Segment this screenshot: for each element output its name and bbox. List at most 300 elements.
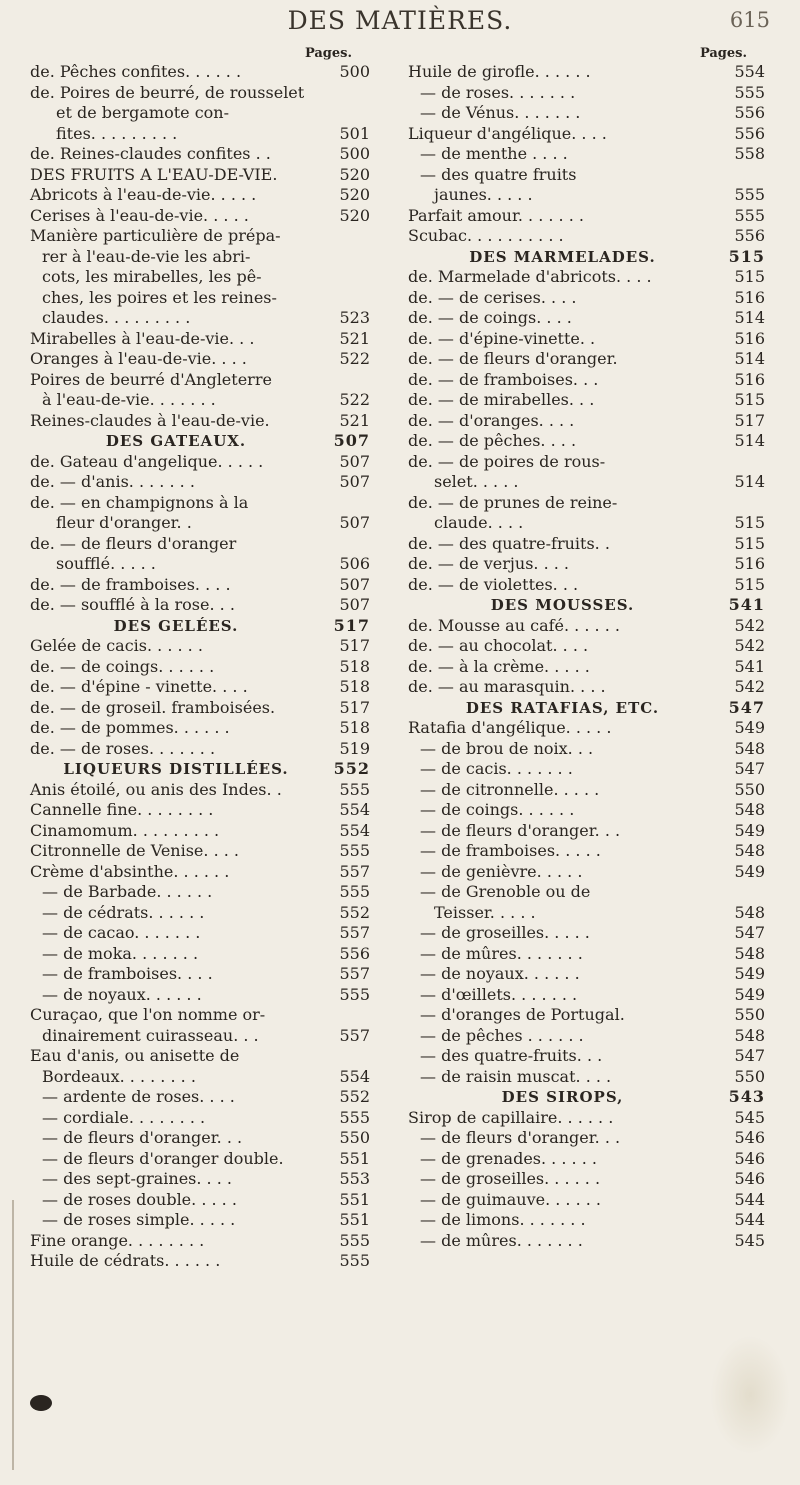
index-entry	[408, 657, 765, 678]
entry-text: Huile de girofle. . . . . .	[408, 62, 591, 81]
entry-text: — de roses simple. . . . .	[42, 1210, 236, 1229]
entry-text: Cinamomum. . . . . . . . .	[30, 820, 220, 840]
entry-text: — de cacao. . . . . . .	[42, 923, 201, 942]
index-entry	[30, 1210, 370, 1231]
entry-text: — de fleurs d'oranger. . .	[420, 820, 621, 840]
entry-page-number: 554	[734, 62, 765, 81]
index-entry	[30, 1026, 370, 1047]
index-entry	[30, 1108, 370, 1129]
index-entry	[30, 944, 370, 965]
index-entry	[408, 882, 765, 903]
entry-text: claudes. . . . . . . . .	[42, 308, 191, 327]
index-entry	[30, 185, 370, 206]
index-entry	[408, 83, 765, 104]
entry-page-number: 546	[734, 1169, 765, 1188]
entry-page-number: 507	[339, 513, 370, 532]
entry-page-number: 542	[734, 615, 765, 635]
index-entry	[30, 1190, 370, 1211]
entry-page-number: 520	[339, 185, 370, 204]
index-entry	[30, 370, 370, 391]
entry-text: — de citronnelle. . . . .	[420, 779, 600, 799]
entry-text: de. Pêches confites. . . . . .	[30, 62, 242, 81]
entry-text: de. — de framboises. . .	[408, 369, 599, 389]
entry-page-number: 520	[339, 205, 370, 225]
entry-text: — de framboises. . . .	[42, 964, 213, 983]
entry-page-number: 548	[734, 943, 765, 963]
entry-page-number: 516	[734, 328, 765, 348]
entry-text: — cordiale. . . . . . . .	[42, 1107, 206, 1127]
entry-text: Huile de cédrats. . . . . .	[30, 1251, 221, 1270]
running-title: DES MATIÈRES.	[287, 6, 513, 35]
index-entry	[408, 431, 765, 452]
entry-text: de. — de violettes. . .	[408, 574, 579, 594]
index-entry	[30, 103, 370, 124]
entry-text: de. — de pommes. . . . . .	[30, 718, 230, 737]
index-entry	[30, 862, 370, 883]
entry-page-number: 549	[734, 984, 765, 1004]
entry-text: — de groseilles. . . . .	[420, 923, 590, 942]
entry-page-number: 514	[734, 308, 765, 327]
entry-page-number: 556	[734, 226, 765, 245]
index-entry	[30, 390, 370, 411]
entry-text: DES SIROPS,	[501, 1088, 624, 1106]
index-entry	[30, 1251, 370, 1272]
entry-page-number: 555	[339, 984, 370, 1004]
entry-page-number: 517	[339, 697, 370, 717]
entry-text: jaunes. . . . .	[434, 185, 533, 204]
entry-text: — de coings. . . . . .	[420, 800, 575, 819]
index-entry	[30, 841, 370, 862]
entry-text: — de guimauve. . . . . .	[420, 1189, 602, 1209]
section-heading	[30, 759, 370, 780]
entry-text: — de menthe . . . .	[420, 144, 568, 163]
index-entry	[408, 1210, 765, 1231]
entry-text: — d'oranges de Portugal.	[420, 1005, 625, 1024]
entry-text: de. — soufflé à la rose. . .	[30, 595, 235, 614]
entry-page-number: 557	[339, 861, 370, 881]
entry-page-number: 514	[734, 349, 765, 368]
entry-text: DES MARMELADES.	[469, 247, 656, 266]
entry-text: Mirabelles à l'eau-de-vie. . .	[30, 328, 255, 348]
entry-text: de. Marmelade d'abricots. . . .	[408, 267, 652, 286]
left-column	[30, 46, 370, 1272]
entry-text: — de noyaux. . . . . .	[42, 984, 202, 1004]
entry-page-number: 516	[734, 554, 765, 573]
index-entry	[30, 329, 370, 350]
index-entry	[30, 985, 370, 1006]
index-entry	[408, 759, 765, 780]
entry-text: soufflé. . . . .	[56, 554, 156, 573]
entry-page-number: 549	[734, 964, 765, 983]
entry-text: — de cacis. . . . . . .	[420, 759, 573, 778]
index-entry	[30, 575, 370, 596]
entry-page-number: 507	[339, 595, 370, 614]
entry-page-number: 555	[734, 82, 765, 102]
entry-page-number: 557	[339, 923, 370, 942]
entry-page-number: 515	[734, 267, 765, 286]
entry-text: Oranges à l'eau-de-vie. . . .	[30, 349, 247, 368]
entry-page-number: 552	[333, 759, 370, 778]
entry-page-number: 549	[734, 718, 765, 737]
entry-text: — de Barbade. . . . . .	[42, 882, 213, 901]
entry-text: de. — de poires de rous-	[408, 451, 606, 471]
index-entry	[408, 62, 765, 83]
entry-page-number: 518	[339, 656, 370, 676]
entry-page-number: 507	[339, 451, 370, 471]
entry-page-number: 547	[734, 1046, 765, 1065]
index-entry	[408, 452, 765, 473]
index-entry	[30, 472, 370, 493]
index-entry	[30, 1005, 370, 1026]
entry-text: de. — d'épine-vinette. .	[408, 328, 596, 348]
entry-page-number: 519	[339, 738, 370, 758]
entry-text: de. — au chocolat. . . .	[408, 636, 589, 655]
entry-page-number: 552	[339, 1087, 370, 1106]
entry-page-number: 554	[339, 1066, 370, 1086]
index-entry	[408, 267, 765, 288]
index-entry	[30, 513, 370, 534]
entry-text: DES MOUSSES.	[490, 596, 635, 614]
entry-page-number: 555	[339, 882, 370, 901]
index-entry	[408, 821, 765, 842]
entry-page-number: 555	[734, 185, 765, 204]
entry-page-number: 555	[339, 1230, 370, 1250]
index-entry	[30, 1046, 370, 1067]
entry-text: de. — de coings. . . .	[408, 308, 572, 327]
entry-text: — de framboises. . . . .	[420, 841, 601, 860]
entry-page-number: 521	[339, 328, 370, 348]
page-edge-shadow	[12, 1200, 14, 1470]
entry-text: — de moka. . . . . . .	[42, 943, 199, 963]
index-entry	[408, 1149, 765, 1170]
entry-page-number: 507	[339, 472, 370, 491]
entry-page-number: 518	[339, 677, 370, 696]
index-entry	[408, 923, 765, 944]
entry-text: Crème d'absinthe. . . . . .	[30, 861, 230, 881]
entry-text: — de mûres. . . . . . .	[420, 1230, 583, 1250]
index-entry	[30, 1128, 370, 1149]
entry-text: Abricots à l'eau-de-vie. . . . .	[30, 185, 257, 204]
entry-page-number: 548	[734, 902, 765, 922]
entry-page-number: 553	[339, 1169, 370, 1188]
index-entry	[408, 616, 765, 637]
index-entry	[408, 226, 765, 247]
entry-page-number: 517	[333, 615, 370, 635]
entry-text: — de fleurs d'oranger. . .	[420, 1128, 621, 1147]
entry-text: de. — de prunes de reine-	[408, 492, 618, 512]
index-entry	[30, 1169, 370, 1190]
entry-text: — ardente de roses. . . .	[42, 1087, 235, 1106]
entry-page-number: 557	[339, 964, 370, 983]
index-entry	[30, 62, 370, 83]
left-entry-list	[30, 62, 370, 1272]
index-entry	[408, 1005, 765, 1026]
entry-page-number: 545	[734, 1230, 765, 1250]
entry-text: — de fleurs d'oranger double.	[42, 1148, 284, 1168]
entry-text: — de cédrats. . . . . .	[42, 902, 205, 922]
entry-page-number: 542	[734, 677, 765, 696]
entry-page-number: 515	[734, 513, 765, 532]
entry-text: — des sept-graines. . . .	[42, 1169, 232, 1188]
entry-text: — de groseilles. . . . . .	[420, 1169, 601, 1188]
entry-text: fleur d'oranger. .	[56, 513, 192, 532]
entry-page-number: 548	[734, 841, 765, 860]
entry-text: Eau d'anis, ou anisette de	[30, 1046, 240, 1065]
section-heading	[408, 1087, 765, 1108]
entry-page-number: 545	[734, 1107, 765, 1127]
entry-page-number: 546	[734, 1128, 765, 1147]
index-entry	[30, 595, 370, 616]
entry-page-number: 552	[339, 902, 370, 922]
index-entry	[30, 636, 370, 657]
entry-text: Parfait amour. . . . . . .	[408, 205, 584, 225]
entry-text: de. Reines-claudes confites . .	[30, 144, 271, 163]
entry-text: de. — de framboises. . . .	[30, 574, 231, 594]
index-entry	[408, 636, 765, 657]
index-entry	[408, 718, 765, 739]
entry-page-number: 521	[339, 410, 370, 430]
section-heading	[30, 431, 370, 452]
entry-text: de. — de fleurs d'oranger	[30, 533, 237, 553]
index-entry	[408, 124, 765, 145]
right-entry-list	[408, 62, 765, 1251]
entry-text: Cerises à l'eau-de-vie. . . . .	[30, 205, 249, 225]
entry-page-number: 515	[734, 574, 765, 594]
entry-text: de. — au marasquin. . . .	[408, 677, 606, 696]
index-entry	[408, 1067, 765, 1088]
entry-page-number: 556	[734, 103, 765, 122]
entry-text: DES FRUITS A L'EAU-DE-VIE.	[30, 164, 278, 184]
entry-page-number: 547	[728, 697, 765, 717]
entry-page-number: 522	[339, 390, 370, 409]
index-entry	[408, 411, 765, 432]
index-entry	[30, 452, 370, 473]
section-heading	[408, 698, 765, 719]
index-entry	[30, 1149, 370, 1170]
index-entry	[30, 308, 370, 329]
entry-page-number: 543	[728, 1087, 765, 1106]
entry-text: — de pêches . . . . . .	[420, 1025, 584, 1045]
index-entry	[408, 185, 765, 206]
index-entry	[30, 718, 370, 739]
ink-blot	[30, 1395, 52, 1411]
entry-page-number: 506	[339, 554, 370, 573]
index-entry	[30, 780, 370, 801]
entry-page-number: 555	[339, 1251, 370, 1270]
entry-text: de. — de coings. . . . . .	[30, 656, 215, 676]
entry-page-number: 548	[734, 738, 765, 758]
index-entry	[408, 554, 765, 575]
entry-text: — de Vénus. . . . . . .	[420, 103, 581, 122]
entry-text: de. — d'anis. . . . . . .	[30, 472, 195, 491]
entry-page-number: 557	[339, 1025, 370, 1045]
entry-text: de. Poires de beurré, de rousselet	[30, 82, 305, 102]
index-entry	[408, 206, 765, 227]
index-entry	[408, 1108, 765, 1129]
entry-page-number: 520	[339, 164, 370, 184]
index-entry	[408, 903, 765, 924]
entry-page-number: 555	[339, 1107, 370, 1127]
index-entry	[30, 288, 370, 309]
entry-page-number: 548	[734, 1025, 765, 1045]
entry-text: Manière particulière de prépa-	[30, 226, 281, 245]
index-entry	[408, 472, 765, 493]
index-entry	[30, 698, 370, 719]
entry-text: Reines-claudes à l'eau-de-vie.	[30, 410, 270, 430]
index-entry	[30, 247, 370, 268]
index-entry	[408, 1190, 765, 1211]
section-heading	[30, 616, 370, 637]
entry-page-number: 541	[728, 595, 765, 614]
entry-page-number: 544	[734, 1210, 765, 1229]
entry-page-number: 546	[734, 1148, 765, 1168]
index-entry	[408, 144, 765, 165]
paper-stain	[710, 1335, 790, 1455]
entry-page-number: 516	[734, 287, 765, 307]
entry-text: DES GATEAUX.	[105, 432, 247, 450]
index-entry	[30, 657, 370, 678]
index-entry	[408, 165, 765, 186]
index-entry	[30, 923, 370, 944]
entry-text: — de roses. . . . . . .	[420, 82, 576, 102]
entry-text: de. — de roses. . . . . . .	[30, 738, 216, 758]
entry-text: claude. . . .	[434, 513, 524, 532]
section-heading	[30, 165, 370, 186]
index-entry	[408, 103, 765, 124]
entry-page-number: 514	[734, 472, 765, 491]
entry-text: de. Gateau d'angelique. . . . .	[30, 451, 264, 471]
index-entry	[408, 308, 765, 329]
entry-page-number: 550	[734, 779, 765, 799]
entry-page-number: 547	[734, 759, 765, 778]
index-entry	[30, 493, 370, 514]
entry-page-number: 555	[339, 779, 370, 799]
entry-text: fites. . . . . . . . .	[56, 123, 178, 143]
entry-page-number: 542	[734, 636, 765, 655]
entry-text: Bordeaux. . . . . . . .	[42, 1066, 196, 1086]
index-entry	[30, 226, 370, 247]
entry-text: — de noyaux. . . . . .	[420, 964, 580, 983]
index-entry	[408, 575, 765, 596]
entry-page-number: 550	[339, 1128, 370, 1147]
entry-text: — de grenades. . . . . .	[420, 1148, 597, 1168]
entry-page-number: 554	[339, 820, 370, 840]
index-entry	[30, 267, 370, 288]
entry-page-number: 551	[339, 1148, 370, 1168]
entry-page-number: 522	[339, 349, 370, 368]
entry-text: de. — d'épine - vinette. . . .	[30, 677, 248, 696]
index-entry	[30, 554, 370, 575]
entry-text: de. — de verjus. . . .	[408, 554, 569, 573]
entry-page-number: 517	[339, 636, 370, 655]
entry-text: — de Grenoble ou de	[420, 882, 591, 901]
entry-text: — de raisin muscat. . . .	[420, 1066, 612, 1086]
entry-page-number: 507	[339, 574, 370, 594]
entry-text: de. — en champignons à la	[30, 492, 249, 512]
entry-text: — de mûres. . . . . . .	[420, 943, 583, 963]
section-heading	[408, 247, 765, 268]
section-heading	[408, 595, 765, 616]
entry-text: rer à l'eau-de-vie les abri-	[42, 246, 251, 266]
entry-text: de. — de groseil. framboisées.	[30, 697, 276, 717]
entry-text: Poires de beurré d'Angleterre	[30, 369, 272, 389]
entry-text: DES GELÉES.	[113, 616, 239, 635]
index-entry	[30, 411, 370, 432]
entry-text: — de limons. . . . . . .	[420, 1210, 586, 1229]
entry-text: Curaçao, que l'on nomme or-	[30, 1005, 266, 1024]
entry-page-number: 551	[339, 1210, 370, 1229]
entry-text: de. — d'oranges. . . .	[408, 410, 575, 430]
entry-text: — des quatre-fruits. . .	[420, 1046, 603, 1065]
index-entry	[30, 534, 370, 555]
entry-page-number: 541	[734, 656, 765, 676]
entry-page-number: 550	[734, 1005, 765, 1024]
entry-text: — de fleurs d'oranger. . .	[42, 1128, 243, 1147]
entry-page-number: 556	[339, 943, 370, 963]
index-entry	[408, 329, 765, 350]
index-entry	[408, 1026, 765, 1047]
entry-text: à l'eau-de-vie. . . . . . .	[42, 390, 216, 409]
right-column	[408, 46, 765, 1251]
entry-page-number: 501	[339, 123, 370, 143]
index-entry	[30, 349, 370, 370]
entry-text: selet. . . . .	[434, 472, 519, 491]
entry-page-number: 517	[734, 410, 765, 430]
entry-text: DES RATAFIAS, ETC.	[465, 698, 660, 717]
index-entry	[30, 124, 370, 145]
entry-page-number: 516	[734, 369, 765, 389]
entry-text: de. Mousse au café. . . . . .	[408, 615, 620, 635]
index-entry	[30, 677, 370, 698]
index-entry	[30, 800, 370, 821]
entry-page-number: 507	[333, 431, 370, 450]
index-entry	[408, 1046, 765, 1067]
index-entry	[408, 944, 765, 965]
index-entry	[30, 1067, 370, 1088]
entry-page-number: 500	[339, 62, 370, 81]
entry-text: de. — à la crème. . . . .	[408, 656, 590, 676]
entry-page-number: 523	[339, 308, 370, 327]
entry-page-number: 548	[734, 800, 765, 819]
index-entry	[408, 862, 765, 883]
entry-text: cots, les mirabelles, les pê-	[42, 267, 262, 286]
entry-text: — des quatre fruits	[420, 164, 577, 184]
index-entry	[408, 800, 765, 821]
index-entry	[408, 370, 765, 391]
entry-page-number: 515	[734, 390, 765, 409]
entry-page-number: 515	[734, 533, 765, 553]
index-entry	[408, 1128, 765, 1149]
entry-text: et de bergamote con-	[56, 103, 230, 122]
index-entry	[408, 964, 765, 985]
entry-text: Teisser. . . . .	[434, 902, 536, 922]
index-entry	[408, 985, 765, 1006]
entry-text: Liqueur d'angélique. . . .	[408, 123, 607, 143]
entry-page-number: 551	[339, 1189, 370, 1209]
entry-page-number: 515	[728, 246, 765, 266]
index-entry	[30, 1231, 370, 1252]
index-entry	[30, 964, 370, 985]
entry-page-number: 549	[734, 820, 765, 840]
entry-page-number: 556	[734, 123, 765, 143]
index-entry	[408, 1231, 765, 1252]
entry-text: Anis étoilé, ou anis des Indes. .	[30, 779, 282, 799]
index-entry	[408, 390, 765, 411]
entry-page-number: 544	[734, 1189, 765, 1209]
index-entry	[408, 677, 765, 698]
index-entry	[408, 513, 765, 534]
entry-text: LIQUEURS DISTILLÉES.	[63, 760, 289, 778]
